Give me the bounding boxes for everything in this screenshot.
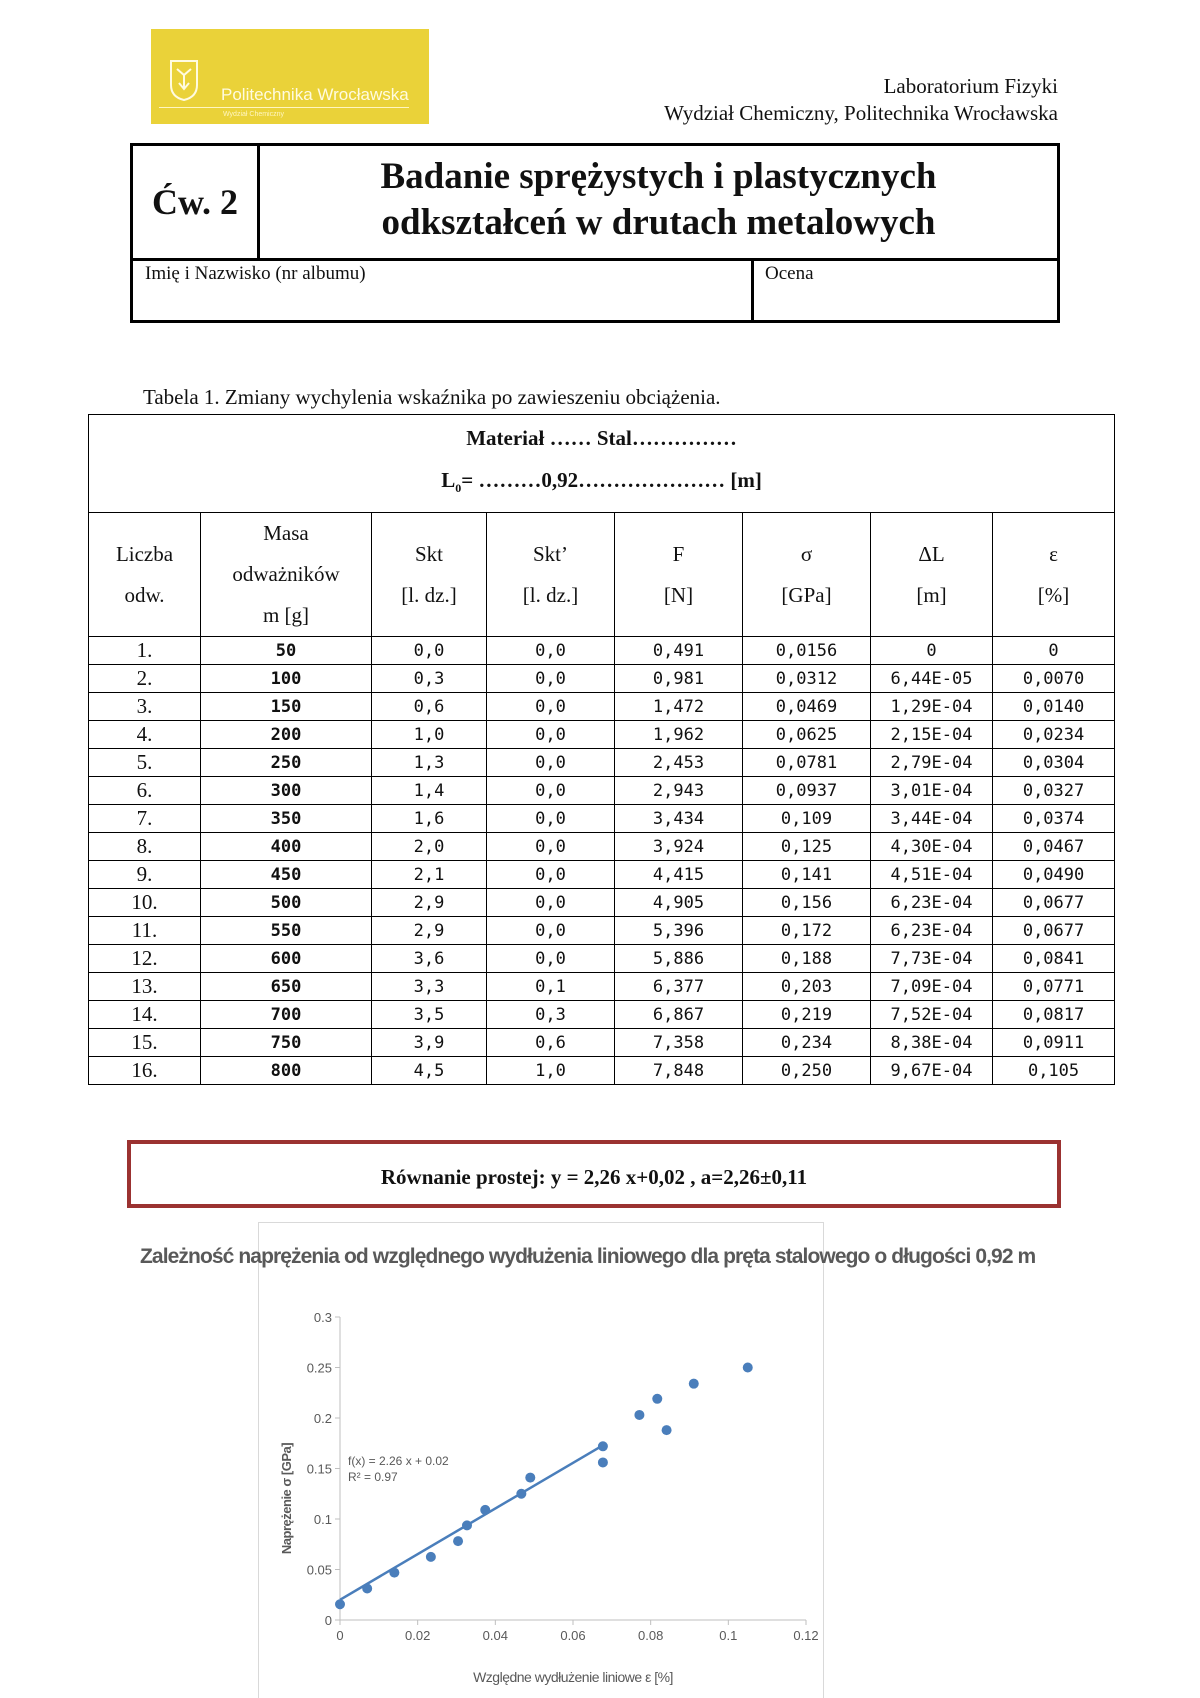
table-cell: 6,44E-05 xyxy=(871,665,993,693)
table-header-row xyxy=(89,513,1115,637)
exercise-title xyxy=(260,146,1057,258)
table-cell: 9. xyxy=(89,861,201,889)
table-cell: 3,434 xyxy=(615,805,743,833)
exercise-title-line-2: odkształceń w drutach metalowych xyxy=(381,202,936,243)
table-cell: 1,472 xyxy=(615,693,743,721)
table-cell: 0,0911 xyxy=(993,1029,1115,1057)
table-cell: 0,0 xyxy=(487,889,615,917)
column-header xyxy=(372,513,487,637)
table-cell: 0,0 xyxy=(372,637,487,665)
table-cell: 0,0304 xyxy=(993,749,1115,777)
column-header-line: F xyxy=(672,541,685,566)
table-cell: 0,0 xyxy=(487,777,615,805)
trendline-equation-label: f(x) = 2.26 x + 0.02 xyxy=(348,1454,449,1468)
table-cell: 0,141 xyxy=(743,861,871,889)
r-squared-label: R² = 0.97 xyxy=(348,1470,398,1484)
table-row xyxy=(89,777,1115,805)
table-cell: 4,905 xyxy=(615,889,743,917)
column-header-line: Liczba xyxy=(115,541,174,566)
table-cell: 2,9 xyxy=(372,889,487,917)
table-cell: 9,67E-04 xyxy=(871,1057,993,1085)
table-cell: 1,4 xyxy=(372,777,487,805)
data-point xyxy=(634,1410,644,1420)
column-header-line: ε xyxy=(1049,541,1058,566)
table-row xyxy=(89,749,1115,777)
table-row xyxy=(89,861,1115,889)
table-cell: 0,0817 xyxy=(993,1001,1115,1029)
table-cell: 0,0677 xyxy=(993,917,1115,945)
table-cell: 0,0 xyxy=(487,861,615,889)
y-tick-label: 0.2 xyxy=(313,1411,332,1426)
column-header-line: Skt’ xyxy=(532,541,568,566)
table-cell: 7. xyxy=(89,805,201,833)
material-line: Materiał …… Stal…………… xyxy=(466,426,737,451)
student-name-field: Imię i Nazwisko (nr albumu) xyxy=(133,261,754,320)
table-cell: 0,0771 xyxy=(993,973,1115,1001)
table-cell: 3,3 xyxy=(372,973,487,1001)
table-cell: 3,44E-04 xyxy=(871,805,993,833)
column-header-line: [m] xyxy=(916,582,947,607)
exercise-title-line-1: Badanie sprężystych i plastycznych xyxy=(380,156,937,197)
x-tick-label: 0.12 xyxy=(793,1628,819,1643)
table-cell: 0,0 xyxy=(487,749,615,777)
table-cell: 0,105 xyxy=(993,1057,1115,1085)
table-cell: 0,0 xyxy=(487,693,615,721)
table-cell: 1,3 xyxy=(372,749,487,777)
table-cell: 6. xyxy=(89,777,201,805)
data-point xyxy=(525,1473,535,1483)
table-cell: 0,0 xyxy=(487,637,615,665)
table-cell: 700 xyxy=(201,1001,372,1029)
x-axis-title: Względne wydłużenie liniowe ε [%] xyxy=(473,1669,673,1685)
column-header xyxy=(993,513,1115,637)
table-cell: 1,0 xyxy=(372,721,487,749)
table-cell: 2,1 xyxy=(372,861,487,889)
table-cell: 0,0469 xyxy=(743,693,871,721)
table-cell: 2,79E-04 xyxy=(871,749,993,777)
data-point xyxy=(480,1505,490,1515)
table-cell: 3,5 xyxy=(372,1001,487,1029)
university-logo xyxy=(151,29,429,124)
student-info-row xyxy=(133,258,1057,320)
table-cell: 12. xyxy=(89,945,201,973)
column-header xyxy=(615,513,743,637)
table-cell: 5,396 xyxy=(615,917,743,945)
table-cell: 0,203 xyxy=(743,973,871,1001)
data-point xyxy=(662,1425,672,1435)
y-tick-label: 0.05 xyxy=(306,1562,332,1578)
table-cell: 0,0070 xyxy=(993,665,1115,693)
table-cell: 1,29E-04 xyxy=(871,693,993,721)
table-row xyxy=(89,833,1115,861)
table-cell: 0,219 xyxy=(743,1001,871,1029)
table-cell: 0,0 xyxy=(487,665,615,693)
table-cell: 0,981 xyxy=(615,665,743,693)
table-cell: 15. xyxy=(89,1029,201,1057)
table-cell: 0,0 xyxy=(487,805,615,833)
table-cell: 7,358 xyxy=(615,1029,743,1057)
table-cell: 3,01E-04 xyxy=(871,777,993,805)
table-row xyxy=(89,1029,1115,1057)
table-cell: 0,0327 xyxy=(993,777,1115,805)
data-point xyxy=(453,1536,463,1546)
table-cell: 0 xyxy=(871,637,993,665)
table-cell: 7,09E-04 xyxy=(871,973,993,1001)
table-cell: 7,52E-04 xyxy=(871,1001,993,1029)
table-cell: 650 xyxy=(201,973,372,1001)
data-point xyxy=(598,1457,608,1467)
column-header-line: σ xyxy=(800,541,813,566)
table-cell: 2,9 xyxy=(372,917,487,945)
logo-subtext: Wydział Chemiczny xyxy=(223,111,285,118)
table-cell: 3,9 xyxy=(372,1029,487,1057)
table-cell: 0,109 xyxy=(743,805,871,833)
table-row xyxy=(89,1001,1115,1029)
table-cell: 0,3 xyxy=(487,1001,615,1029)
table-cell: 350 xyxy=(201,805,372,833)
logo-text: Politechnika Wrocławska xyxy=(221,85,409,104)
table-cell: 0,6 xyxy=(372,693,487,721)
x-tick-label: 0.04 xyxy=(482,1628,508,1643)
table-cell: 0,0312 xyxy=(743,665,871,693)
table-body xyxy=(89,637,1115,1085)
grade-field: Ocena xyxy=(765,263,814,284)
x-tick-label: 0.1 xyxy=(719,1628,738,1643)
table-cell: 4,30E-04 xyxy=(871,833,993,861)
table-cell: 4,5 xyxy=(372,1057,487,1085)
table-cell: 4,415 xyxy=(615,861,743,889)
column-header-line: [l. dz.] xyxy=(401,582,457,607)
y-tick-label: 0.15 xyxy=(306,1461,332,1477)
column-header-line: [GPa] xyxy=(781,582,832,607)
table-cell: 0 xyxy=(993,637,1115,665)
table-cell: 2. xyxy=(89,665,201,693)
table-row xyxy=(89,973,1115,1001)
table-cell: 8. xyxy=(89,833,201,861)
table-cell: 0,172 xyxy=(743,917,871,945)
table-cell: 16. xyxy=(89,1057,201,1085)
table-cell: 0,156 xyxy=(743,889,871,917)
table-cell: 5,886 xyxy=(615,945,743,973)
table-cell: 0,0 xyxy=(487,721,615,749)
table-row xyxy=(89,637,1115,665)
table-row xyxy=(89,917,1115,945)
length-line xyxy=(89,459,1114,509)
column-header-line: [%] xyxy=(1037,582,1070,607)
data-point xyxy=(743,1363,753,1373)
table-cell: 1,0 xyxy=(487,1057,615,1085)
table-cell: 0,234 xyxy=(743,1029,871,1057)
column-header-line: Skt xyxy=(414,541,443,566)
lab-header xyxy=(664,73,1058,127)
data-point xyxy=(462,1520,472,1530)
data-point xyxy=(516,1489,526,1499)
table-cell: 450 xyxy=(201,861,372,889)
y-tick-label: 0.3 xyxy=(313,1310,332,1325)
data-point xyxy=(389,1568,399,1578)
data-point xyxy=(335,1599,345,1609)
table-cell: 14. xyxy=(89,1001,201,1029)
table-row xyxy=(89,693,1115,721)
x-tick-label: 0.08 xyxy=(638,1628,664,1643)
table-cell: 3. xyxy=(89,693,201,721)
length-value: = ………0,92………………… [m] xyxy=(461,468,762,493)
table-cell: 4,51E-04 xyxy=(871,861,993,889)
column-header xyxy=(871,513,993,637)
column-header-line: [l. dz.] xyxy=(522,582,579,607)
column-header xyxy=(201,513,372,637)
column-header xyxy=(89,513,201,637)
data-point xyxy=(426,1552,436,1562)
table-row xyxy=(89,805,1115,833)
table-cell: 2,943 xyxy=(615,777,743,805)
table-cell: 0,0234 xyxy=(993,721,1115,749)
table-cell: 0,0 xyxy=(487,917,615,945)
table-cell: 0,6 xyxy=(487,1029,615,1057)
x-tick-label: 0.06 xyxy=(560,1628,586,1643)
table-cell: 7,848 xyxy=(615,1057,743,1085)
table-cell: 0,0490 xyxy=(993,861,1115,889)
table-cell: 0,0 xyxy=(487,833,615,861)
scatter-chart xyxy=(258,1280,824,1698)
table-cell: 6,867 xyxy=(615,1001,743,1029)
column-header-line: Masa xyxy=(263,521,309,545)
table-cell: 200 xyxy=(201,721,372,749)
table-cell: 3,924 xyxy=(615,833,743,861)
table-cell: 5. xyxy=(89,749,201,777)
table-cell: 1,6 xyxy=(372,805,487,833)
table-row xyxy=(89,721,1115,749)
shield-icon xyxy=(169,59,199,101)
table-cell: 500 xyxy=(201,889,372,917)
table-cell: 0,0140 xyxy=(993,693,1115,721)
exercise-title-box xyxy=(130,143,1060,323)
column-header xyxy=(743,513,871,637)
lab-name: Laboratorium Fizyki xyxy=(883,74,1058,98)
table-cell: 0,0625 xyxy=(743,721,871,749)
table-cell: 0,0374 xyxy=(993,805,1115,833)
x-tick-label: 0.02 xyxy=(405,1628,431,1643)
y-tick-label: 0.1 xyxy=(313,1512,332,1527)
table-cell: 3,6 xyxy=(372,945,487,973)
y-tick-label: 0 xyxy=(324,1613,332,1628)
data-point xyxy=(652,1394,662,1404)
table-row xyxy=(89,665,1115,693)
table-cell: 0,0156 xyxy=(743,637,871,665)
length-symbol: L xyxy=(441,468,456,493)
table-cell: 1,962 xyxy=(615,721,743,749)
table-cell: 0,188 xyxy=(743,945,871,973)
table-cell: 0,125 xyxy=(743,833,871,861)
x-tick-label: 0 xyxy=(336,1628,344,1643)
table-cell: 0,0677 xyxy=(993,889,1115,917)
column-header-line: m [g] xyxy=(262,603,310,627)
table-cell: 0,491 xyxy=(615,637,743,665)
data-point xyxy=(362,1583,372,1593)
length-subscript: 0 xyxy=(455,481,462,496)
column-header-line: odw. xyxy=(124,582,165,607)
column-header-line: [N] xyxy=(663,582,694,607)
table-cell: 6,377 xyxy=(615,973,743,1001)
table-cell: 600 xyxy=(201,945,372,973)
table-cell: 8,38E-04 xyxy=(871,1029,993,1057)
table-cell: 6,23E-04 xyxy=(871,917,993,945)
table-cell: 0,0 xyxy=(487,945,615,973)
table-cell: 0,250 xyxy=(743,1057,871,1085)
table-cell: 250 xyxy=(201,749,372,777)
data-point xyxy=(689,1379,699,1389)
table-cell: 0,3 xyxy=(372,665,487,693)
table-caption: Tabela 1. Zmiany wychylenia wskaźnika po zawieszeniu obciążenia. xyxy=(143,385,721,409)
table-cell: 550 xyxy=(201,917,372,945)
y-tick-label: 0.25 xyxy=(306,1360,332,1376)
table-cell: 150 xyxy=(201,693,372,721)
line-equation-box: Równanie prostej: y = 2,26 x+0,02 , a=2,26±0,11 xyxy=(127,1140,1061,1208)
exercise-number: Ćw. 2 xyxy=(133,146,260,258)
table-cell: 0,0841 xyxy=(993,945,1115,973)
table-cell: 2,15E-04 xyxy=(871,721,993,749)
table-cell: 11. xyxy=(89,917,201,945)
column-header xyxy=(487,513,615,637)
table-row xyxy=(89,889,1115,917)
table-cell: 0,0937 xyxy=(743,777,871,805)
trendline xyxy=(340,1445,603,1600)
table-cell: 6,23E-04 xyxy=(871,889,993,917)
table-row xyxy=(89,945,1115,973)
table-cell: 300 xyxy=(201,777,372,805)
logo-divider xyxy=(159,107,409,108)
table-cell: 750 xyxy=(201,1029,372,1057)
column-header-line: odważników xyxy=(232,562,340,586)
table-cell: 2,0 xyxy=(372,833,487,861)
table-cell: 0,1 xyxy=(487,973,615,1001)
table-cell: 4. xyxy=(89,721,201,749)
material-info xyxy=(89,415,1115,513)
measurement-table xyxy=(88,414,1115,1085)
faculty-name: Wydział Chemiczny, Politechnika Wrocławska xyxy=(664,101,1058,125)
table-cell: 400 xyxy=(201,833,372,861)
table-cell: 100 xyxy=(201,665,372,693)
table-cell: 13. xyxy=(89,973,201,1001)
table-cell: 0,0781 xyxy=(743,749,871,777)
column-header-line: ΔL xyxy=(918,541,945,566)
table-row xyxy=(89,1057,1115,1085)
table-cell: 0,0467 xyxy=(993,833,1115,861)
table-cell: 2,453 xyxy=(615,749,743,777)
y-axis-title: Naprężenie σ [GPa] xyxy=(279,1442,294,1555)
table-cell: 7,73E-04 xyxy=(871,945,993,973)
table-cell: 1. xyxy=(89,637,201,665)
table-cell: 50 xyxy=(201,637,372,665)
data-point xyxy=(598,1441,608,1451)
table-cell: 10. xyxy=(89,889,201,917)
chart-title: Zależność naprężenia od względnego wydłużenia liniowego dla pręta stalowego o długości 0,92 m xyxy=(140,1245,1036,1268)
table-cell: 800 xyxy=(201,1057,372,1085)
